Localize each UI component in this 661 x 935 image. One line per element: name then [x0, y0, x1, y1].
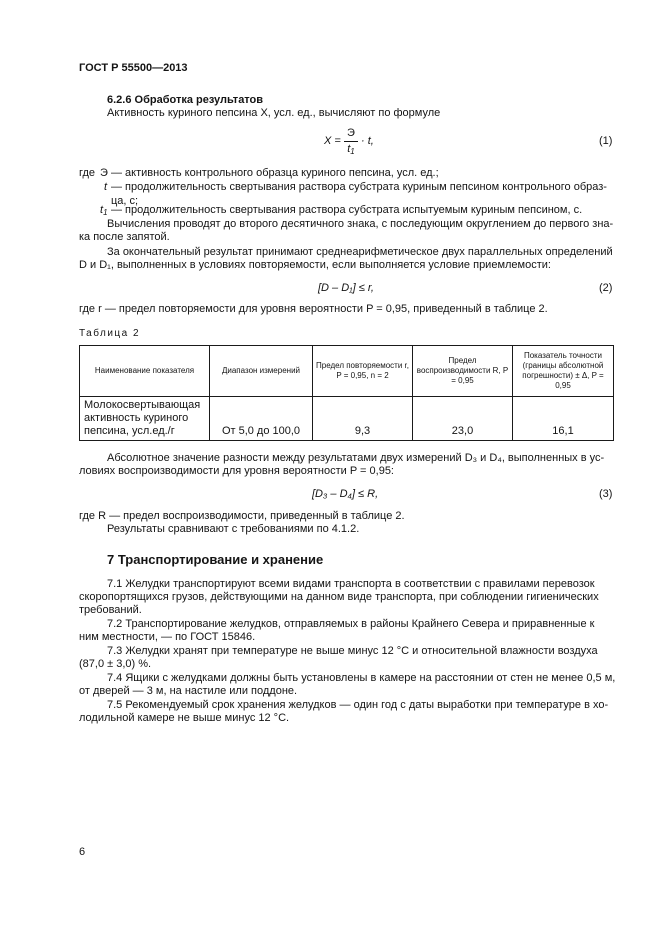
header-cell: Диапазон измерений — [210, 346, 313, 397]
table-row — [80, 397, 614, 441]
p7-4-line-2: от дверей — 3 м, на настиле или поддоне. — [79, 685, 298, 697]
page-number: 6 — [79, 846, 86, 858]
where-label: где — [79, 167, 96, 179]
formula-1-numerator: Э — [347, 127, 355, 139]
repro-line-1: Абсолютное значение разности между результатами двух измерений D₃ и D₄, выполненных в ус- — [107, 452, 605, 464]
table-2 — [79, 345, 614, 441]
header-cell: Показатель точности (границы абсолютной погрешности) ± Δ, P = 0,95 — [513, 346, 614, 397]
header-cell: Наименование показателя — [80, 346, 210, 397]
final-result-line-2: D и D₁, выполненных в условиях повторяемости, если выполняется условие приемлемости: — [79, 259, 551, 271]
formula-1-number: (1) — [599, 135, 613, 147]
table-cell: От 5,0 до 100,0 — [210, 397, 313, 441]
formula-1-tail: · t, — [361, 135, 374, 147]
formula-1-denominator: $t_1$ — [347, 143, 355, 156]
fraction-bar — [344, 141, 358, 142]
calc-note-line-1: Вычисления проводят до второго десятичного знака, с последующим округлением до первого зна- — [107, 218, 614, 230]
formula-2: [D – D₁] ≤ r, — [318, 282, 374, 294]
formula-1-lhs: X = — [324, 135, 341, 147]
section-heading-626: 6.2.6 Обработка результатов — [107, 94, 264, 106]
compare-note: Результаты сравнивают с требованиями по 4.1.2. — [107, 523, 360, 535]
p7-5-line-1: 7.5 Рекомендуемый срок хранения желудков — один год с даты выработки при температуре в хо- — [107, 699, 609, 711]
def-e-symbol: Э — [100, 167, 108, 179]
document-number: ГОСТ Р 55500—2013 — [79, 62, 188, 74]
repro-line-2: ловиях воспроизводимости для уровня вероятности P = 0,95: — [79, 465, 394, 477]
R-definition: где R — предел воспроизводимости, приведенный в таблице 2. — [79, 510, 405, 522]
table-cell: 16,1 — [513, 397, 614, 441]
p7-3-line-2: (87,0 ± 3,0) %. — [79, 658, 152, 670]
p7-1-line-1: 7.1 Желудки транспортируют всеми видами транспорта в соответствии с правилами перевозок — [107, 578, 595, 590]
table-cell: 23,0 — [413, 397, 513, 441]
final-result-line-1: За окончательный результат принимают среднеарифметическое двух параллельных определений — [107, 246, 613, 258]
p7-3-line-1: 7.3 Желудки хранят при температуре не выше минус 12 °С и относительной влажности воздуха — [107, 645, 598, 657]
formula-3: [D₃ – D₄] ≤ R, — [312, 488, 379, 500]
r-definition: где r — предел повторяемости для уровня вероятности P = 0,95, приведенный в таблице 2. — [79, 303, 548, 315]
p7-2-line-1: 7.2 Транспортирование желудков, отправляемых в районы Крайнего Севера и приравненные к — [107, 618, 595, 630]
p7-1-line-3: требований. — [79, 604, 142, 616]
p7-1-line-2: скоропортящихся грузов, действующими на данном виде транспорта, при соблюдении гигиенических — [79, 591, 599, 603]
header-cell: Предел воспроизводимости R, P = 0,95 — [413, 346, 513, 397]
formula-2-number: (2) — [599, 282, 613, 294]
table-cell: Молокосвертывающая активность куриного пепсина, усл.ед./г — [80, 397, 210, 441]
table-header-row — [80, 346, 614, 397]
def-t1-text: — продолжительность свертывания раствора субстрата испытуемым куриным пепсином, с. — [111, 204, 583, 216]
table-cell: 9,3 — [313, 397, 413, 441]
header-cell: Предел повторяемости r, P = 0,95, n = 2 — [313, 346, 413, 397]
p7-2-line-2: ним местности, — по ГОСТ 15846. — [79, 631, 256, 643]
p7-4-line-1: 7.4 Ящики с желудками должны быть установлены в камере на расстоянии от стен не менее 0,5 м, — [107, 672, 616, 684]
def-t1-symbol: $t_1$ — [100, 204, 108, 217]
section-7-heading: 7 Транспортирование и хранение — [107, 552, 324, 567]
def-t-symbol: t — [104, 181, 108, 193]
def-t-text-1: — продолжительность свертывания раствора субстрата куриным пепсином контрольного образ- — [111, 181, 607, 193]
table-caption: Таблица 2 — [79, 328, 141, 339]
def-e-text: — активность контрольного образца куриного пепсина, усл. ед.; — [111, 167, 439, 179]
formula-3-number: (3) — [599, 488, 613, 500]
calc-note-line-2: ка после запятой. — [79, 231, 170, 243]
formula-intro: Активность куриного пепсина X, усл. ед., вычисляют по формуле — [107, 107, 441, 119]
p7-5-line-2: лодильной камере не выше минус 12 °С. — [79, 712, 290, 724]
def-t-text-2: ца, с; — [111, 195, 139, 207]
